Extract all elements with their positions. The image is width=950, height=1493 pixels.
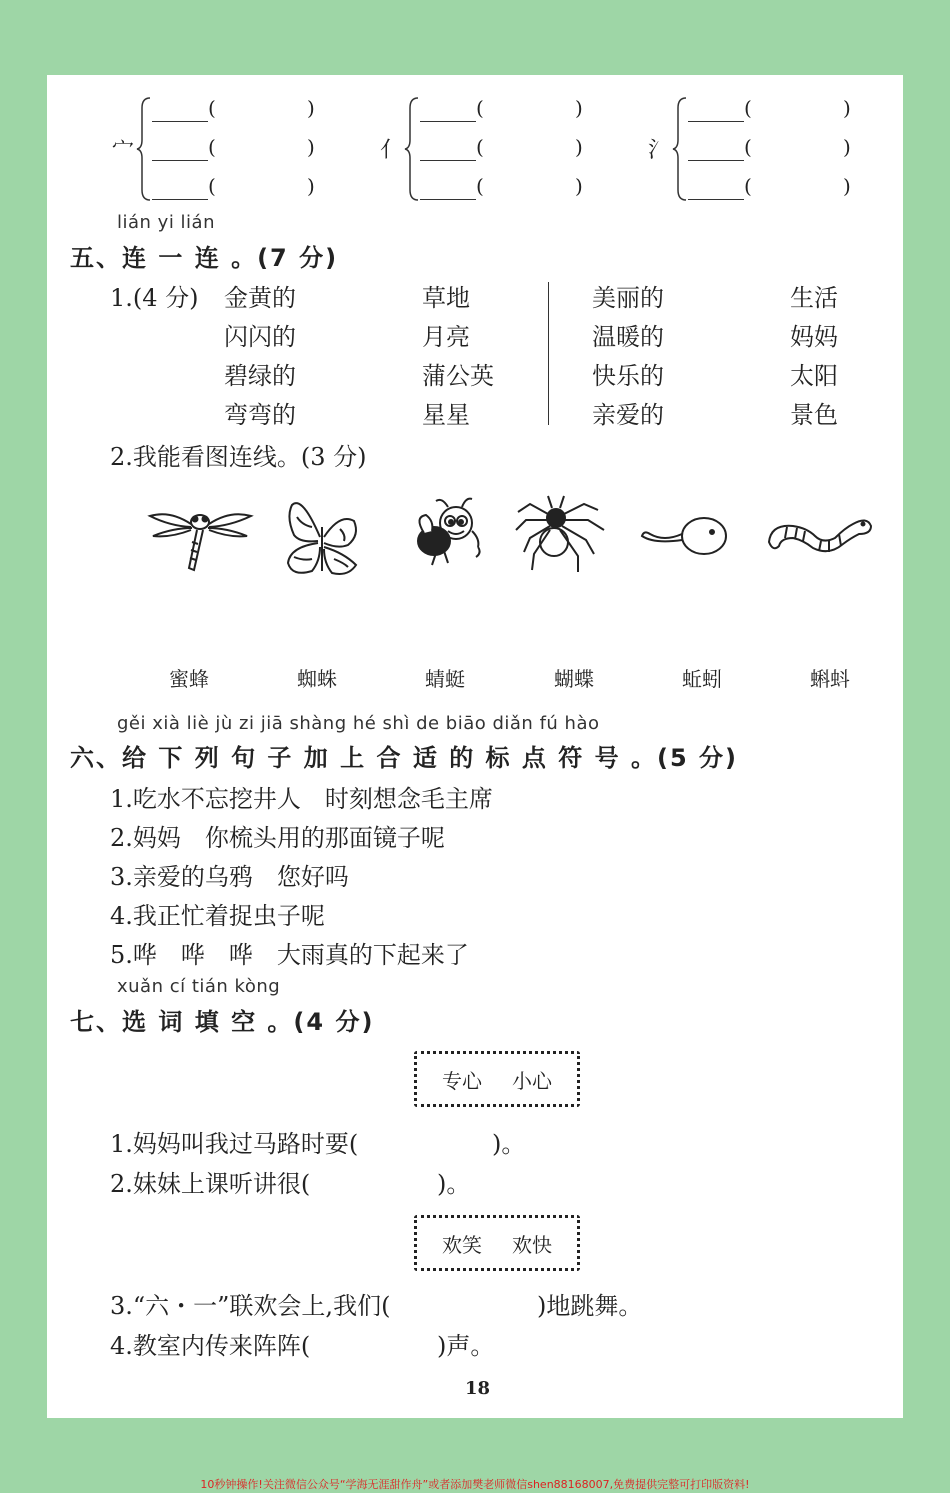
page-number: 18 [465, 1378, 491, 1399]
section5-q2: 2.我能看图连线。(3 分) [110, 443, 367, 471]
answer-blank [688, 199, 744, 200]
tadpole-icon [640, 512, 730, 560]
open-paren: ( [744, 135, 752, 159]
match-word: 生活 [790, 284, 838, 312]
earthworm-icon [763, 512, 875, 558]
brace-icon [136, 96, 152, 202]
match-word: 美丽的 [592, 284, 664, 312]
brace-icon [672, 96, 688, 202]
footer-notice: 10秒钟操作!关注微信公众号“学海无涯甜作舟”或者添加樊老师微信shen88168007,免费提供完整可打印版资料! [200, 1478, 750, 1491]
close-paren: ) [575, 135, 583, 159]
answer-blank [152, 160, 208, 161]
word-box-1 [414, 1051, 580, 1107]
open-paren: ( [208, 96, 216, 120]
match-word: 温暖的 [592, 323, 664, 351]
answer-blank [152, 199, 208, 200]
fill-question-3a: 3.“六・一”联欢会上,我们( [110, 1292, 391, 1320]
word-option: 小心 [512, 1068, 552, 1093]
section5-q1-prefix: 1.(4 分) [110, 284, 199, 312]
section7-title: 七、选 词 填 空 。(4 分) [70, 1008, 375, 1036]
spider-icon [512, 490, 612, 580]
section6-pinyin: gěi xià liè jù zi jiā shàng hé shì de biāo diǎn fú hào [117, 713, 600, 734]
fill-question-1b: )。 [492, 1130, 526, 1158]
section7-pinyin: xuǎn cí tián kòng [117, 976, 281, 997]
open-paren: ( [744, 174, 752, 198]
punctuation-sentence: 4.我正忙着捉虫子呢 [110, 902, 325, 930]
animal-name-label: 蚯蚓 [682, 667, 722, 691]
section5-title: 五、连 一 连 。(7 分) [70, 244, 339, 272]
close-paren: ) [307, 174, 315, 198]
match-word: 妈妈 [790, 323, 838, 351]
radical-character: 氵 [648, 138, 671, 163]
match-word: 星星 [422, 401, 470, 429]
section6-title: 六、给 下 列 句 子 加 上 合 适 的 标 点 符 号 。(5 分) [70, 744, 738, 772]
close-paren: ) [843, 135, 851, 159]
open-paren: ( [476, 174, 484, 198]
answer-blank [420, 121, 476, 122]
fill-question-4a: 4.教室内传来阵阵( [110, 1332, 311, 1360]
match-word: 碧绿的 [224, 362, 296, 390]
punctuation-sentence: 1.吃水不忘挖井人 时刻想念毛主席 [110, 785, 493, 813]
section5-pinyin: lián yi lián [117, 212, 215, 233]
close-paren: ) [307, 96, 315, 120]
match-word: 亲爱的 [592, 401, 664, 429]
match-word: 蒲公英 [422, 362, 494, 390]
radical-character: 宀 [112, 138, 135, 163]
butterfly-icon [282, 497, 362, 579]
punctuation-sentence: 5.哗 哗 哗 大雨真的下起来了 [110, 941, 469, 969]
answer-blank [152, 121, 208, 122]
animal-name-label: 蝴蝶 [554, 667, 594, 691]
brace-icon [404, 96, 420, 202]
fill-question-2b: )。 [437, 1170, 471, 1198]
close-paren: ) [575, 174, 583, 198]
fill-question-3b: )地跳舞。 [537, 1292, 643, 1320]
answer-blank [420, 160, 476, 161]
word-box-2 [414, 1215, 580, 1271]
fill-question-1a: 1.妈妈叫我过马路时要( [110, 1130, 359, 1158]
column-divider [548, 282, 549, 425]
radical-character: 亻 [380, 138, 403, 163]
animal-name-label: 蜘蛛 [297, 667, 337, 691]
dragonfly-icon [145, 500, 255, 575]
word-option: 欢笑 [442, 1232, 482, 1257]
answer-blank [688, 160, 744, 161]
close-paren: ) [307, 135, 315, 159]
answer-blank [420, 199, 476, 200]
match-word: 闪闪的 [224, 323, 296, 351]
answer-blank [688, 121, 744, 122]
punctuation-sentence: 2.妈妈 你梳头用的那面镜子呢 [110, 824, 445, 852]
close-paren: ) [843, 96, 851, 120]
open-paren: ( [476, 96, 484, 120]
fill-question-2a: 2.妹妹上课听讲很( [110, 1170, 311, 1198]
close-paren: ) [843, 174, 851, 198]
open-paren: ( [744, 96, 752, 120]
match-word: 金黄的 [224, 284, 296, 312]
open-paren: ( [476, 135, 484, 159]
match-word: 快乐的 [592, 362, 664, 390]
match-word: 太阳 [790, 362, 838, 390]
animal-name-label: 蝌蚪 [810, 667, 850, 691]
close-paren: ) [575, 96, 583, 120]
match-word: 景色 [790, 401, 838, 429]
open-paren: ( [208, 135, 216, 159]
open-paren: ( [208, 174, 216, 198]
match-word: 草地 [422, 284, 470, 312]
animal-name-label: 蜜蜂 [169, 667, 209, 691]
animal-name-label: 蜻蜓 [425, 667, 465, 691]
bee-icon [408, 495, 488, 570]
word-option: 欢快 [512, 1232, 552, 1257]
match-word: 月亮 [422, 323, 470, 351]
word-option: 专心 [442, 1068, 482, 1093]
punctuation-sentence: 3.亲爱的乌鸦 您好吗 [110, 863, 349, 891]
fill-question-4b: )声。 [437, 1332, 495, 1360]
match-word: 弯弯的 [224, 401, 296, 429]
